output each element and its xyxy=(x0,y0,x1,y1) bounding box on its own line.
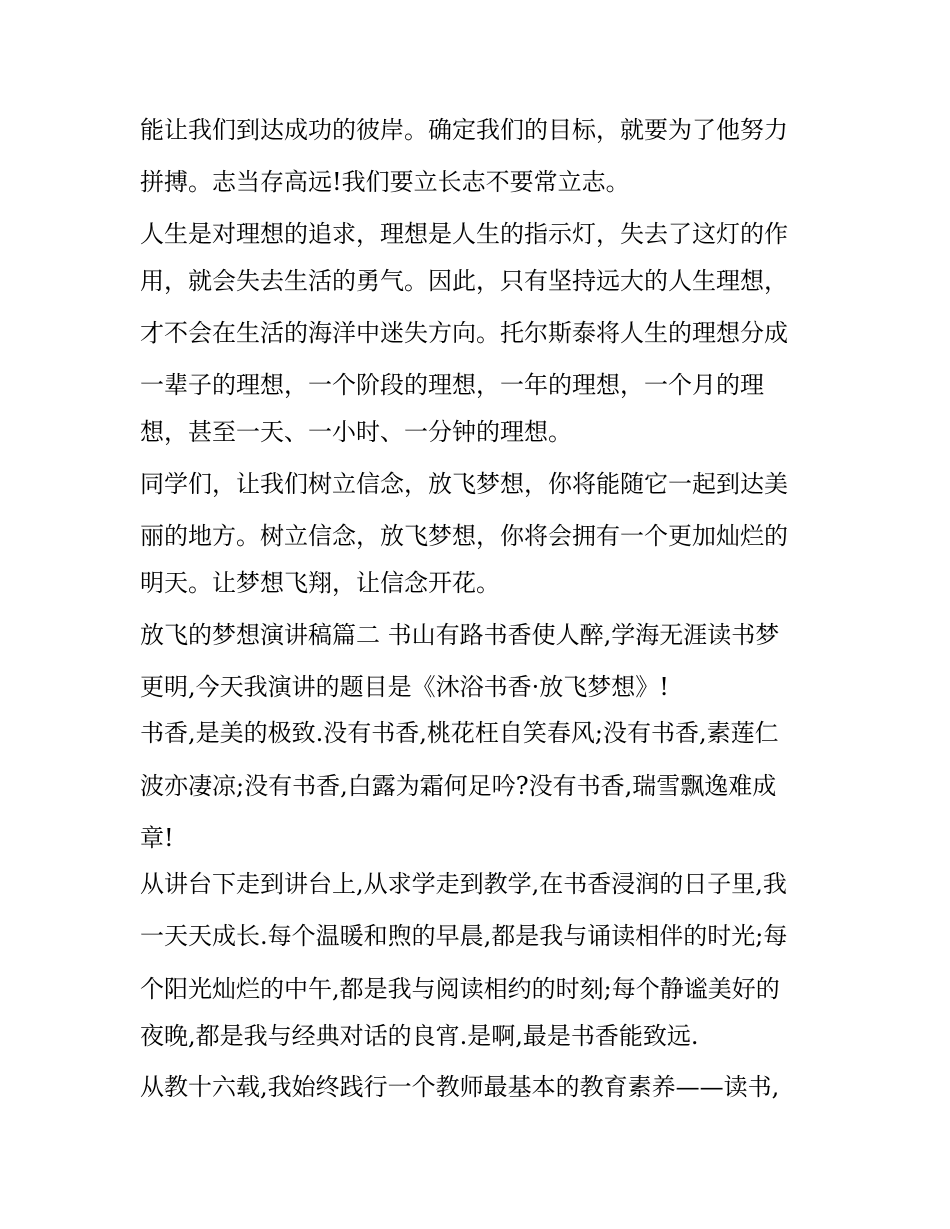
text-line: 波亦凄凉;没有书香,白露为霜何足吟?没有书香,瑞雪飘逸难成 xyxy=(140,772,777,800)
text-line: 同学们，让我们树立信念，放飞梦想，你将能随它一起到达美 xyxy=(140,470,788,498)
text-line: 个阳光灿烂的中午,都是我与阅读相约的时刻;每个静谧美好的 xyxy=(140,975,780,1003)
text-line: 用，就会失去生活的勇气。因此，只有坚持远大的人生理想， xyxy=(140,267,788,295)
text-line: 从讲台下走到讲台上,从求学走到教学,在书香浸润的日子里,我 xyxy=(140,870,787,898)
text-line: 明天。让梦想飞翔，让信念开花。 xyxy=(140,569,500,597)
text-line: 丽的地方。树立信念，放飞梦想，你将会拥有一个更加灿烂的 xyxy=(140,522,788,550)
text-line: 人生是对理想的追求，理想是人生的指示灯，失去了这灯的作 xyxy=(140,220,788,248)
text-line: 夜晚,都是我与经典对话的良宵.是啊,最是书香能致远. xyxy=(140,1022,699,1050)
text-line: 一辈子的理想，一个阶段的理想，一年的理想，一个月的理 xyxy=(140,371,764,399)
text-line: 拼搏。志当存高远!我们要立长志不要常立志。 xyxy=(140,168,630,196)
text-line: 章! xyxy=(140,824,174,852)
text-line: 才不会在生活的海洋中迷失方向。托尔斯泰将人生的理想分成 xyxy=(140,319,788,347)
text-line: 能让我们到达成功的彼岸。确定我们的目标，就要为了他努力 xyxy=(140,116,788,144)
text-line: 一天天成长.每个温暖和煦的早晨,都是我与诵读相伴的时光;每 xyxy=(140,922,788,950)
text-line: 书香,是美的极致.没有书香,桃花枉自笑春风;没有书香,素莲仁 xyxy=(140,719,779,747)
text-line: 放飞的梦想演讲稿篇二 书山有路书香使人醉,学海无涯读书梦 xyxy=(140,621,780,649)
text-line: 想，甚至一天、一小时、一分钟的理想。 xyxy=(140,418,572,446)
text-line: 从教十六载,我始终践行一个教师最基本的教育素养——读书, xyxy=(140,1073,780,1101)
text-line: 更明,今天我演讲的题目是《沐浴书香·放飞梦想》! xyxy=(140,673,669,701)
